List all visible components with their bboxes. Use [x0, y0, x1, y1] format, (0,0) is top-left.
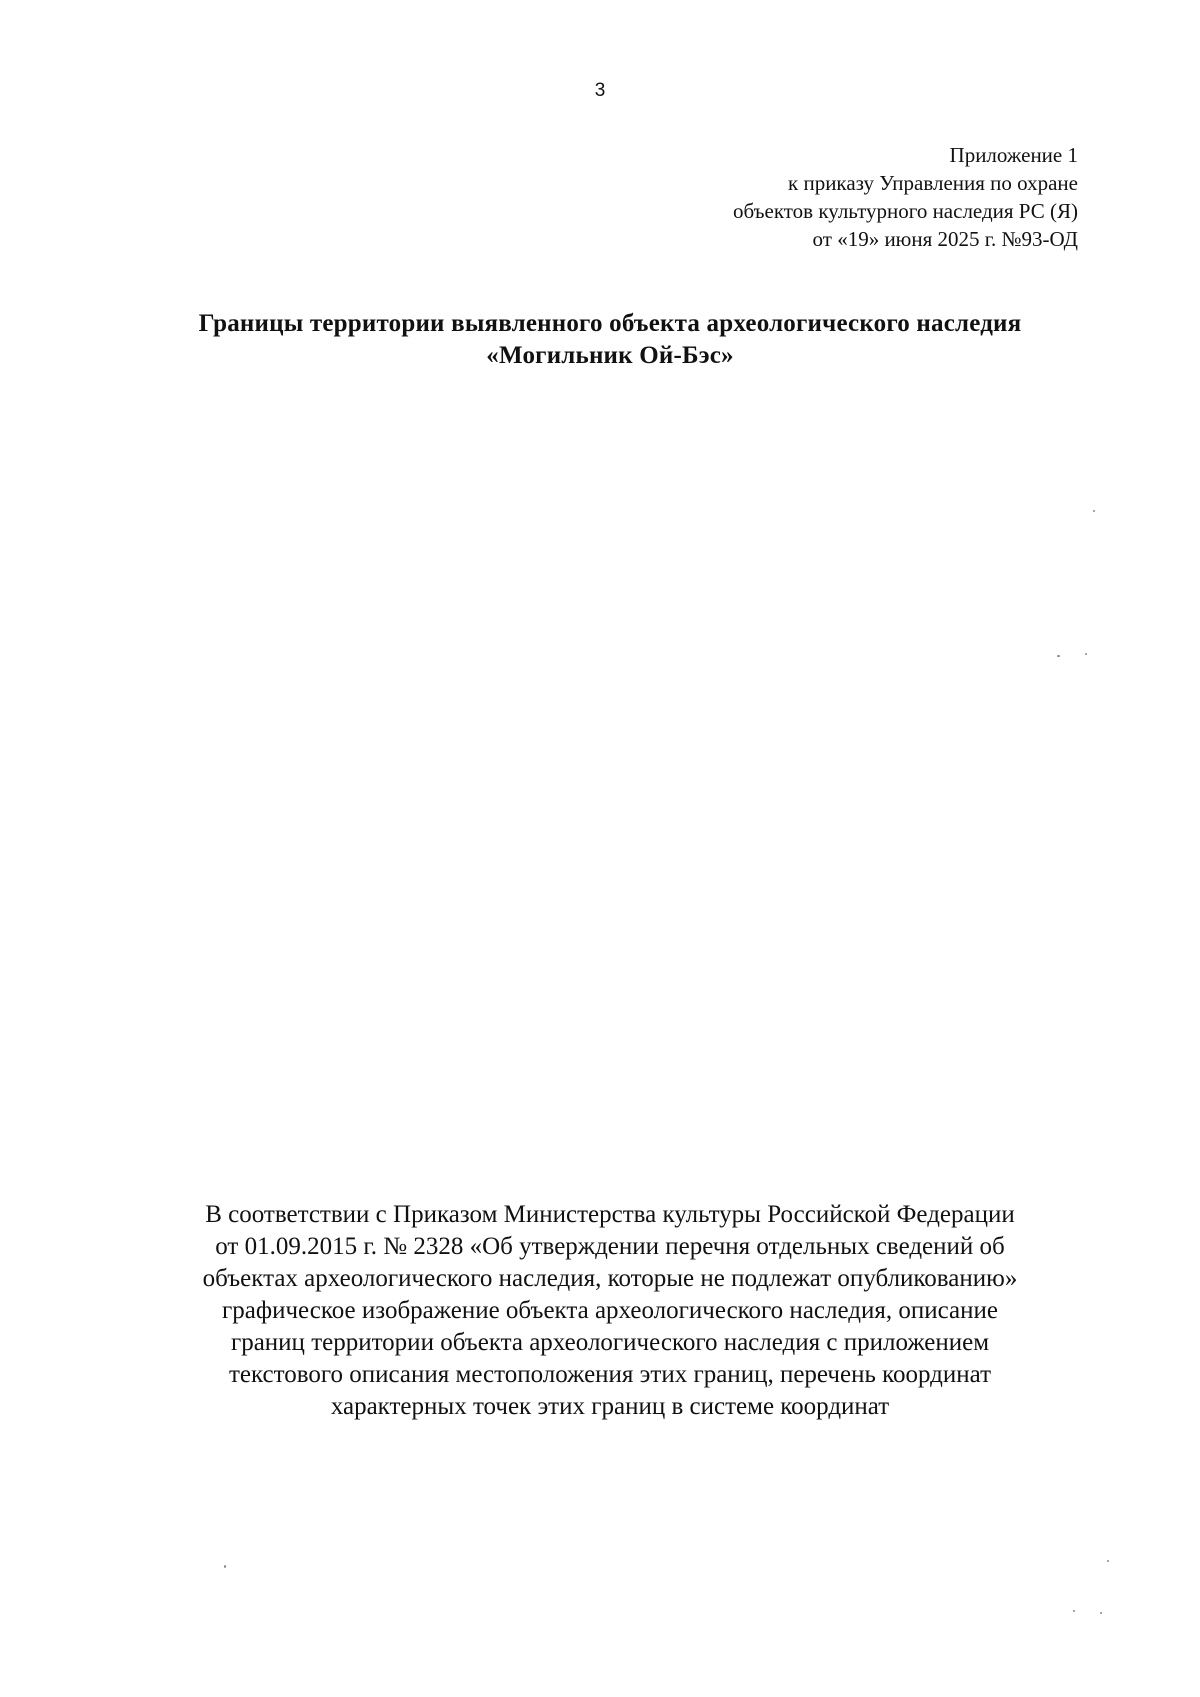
body-line: текстового описания местоположения этих границ, перечень координат [228, 1361, 991, 1388]
scan-speck [224, 1565, 226, 1568]
scan-speck [1085, 653, 1087, 655]
body-line: графическое изображение объекта археологического наследия, описание [222, 1297, 998, 1324]
document-title [130, 308, 1090, 372]
body-line: границ территории объекта археологического наследия с приложением [230, 1329, 990, 1356]
appendix-date-number: от «19» июня 2025 г. №93-ОД [812, 227, 1078, 251]
scan-speck [1057, 655, 1060, 657]
scan-speck [1073, 1610, 1075, 1612]
scan-speck [1100, 1612, 1102, 1614]
appendix-order-ref: к приказу Управления по охране [788, 171, 1078, 195]
body-paragraph [150, 1199, 1070, 1423]
scan-speck [1107, 1560, 1109, 1562]
body-line: объектах археологического наследия, которые не подлежат опубликованию» [202, 1265, 1018, 1292]
appendix-agency: объектов культурного наследия РС (Я) [733, 199, 1078, 223]
body-line: характерных точек этих границ в системе координат [330, 1393, 890, 1420]
title-line-2: «Могильник Ой-Бэс» [486, 342, 734, 369]
body-line: от 01.09.2015 г. № 2328 «Об утверждении перечня отдельных сведений об [215, 1233, 1005, 1260]
page-number: 3 [594, 80, 606, 101]
appendix-label: Приложение 1 [949, 143, 1078, 167]
body-line: В соответствии с Приказом Министерства культуры Российской Федерации [205, 1201, 1015, 1228]
title-line-1: Границы территории выявленного объекта археологического наследия [198, 310, 1022, 337]
scan-speck [1093, 510, 1095, 512]
appendix-header [733, 141, 1078, 253]
